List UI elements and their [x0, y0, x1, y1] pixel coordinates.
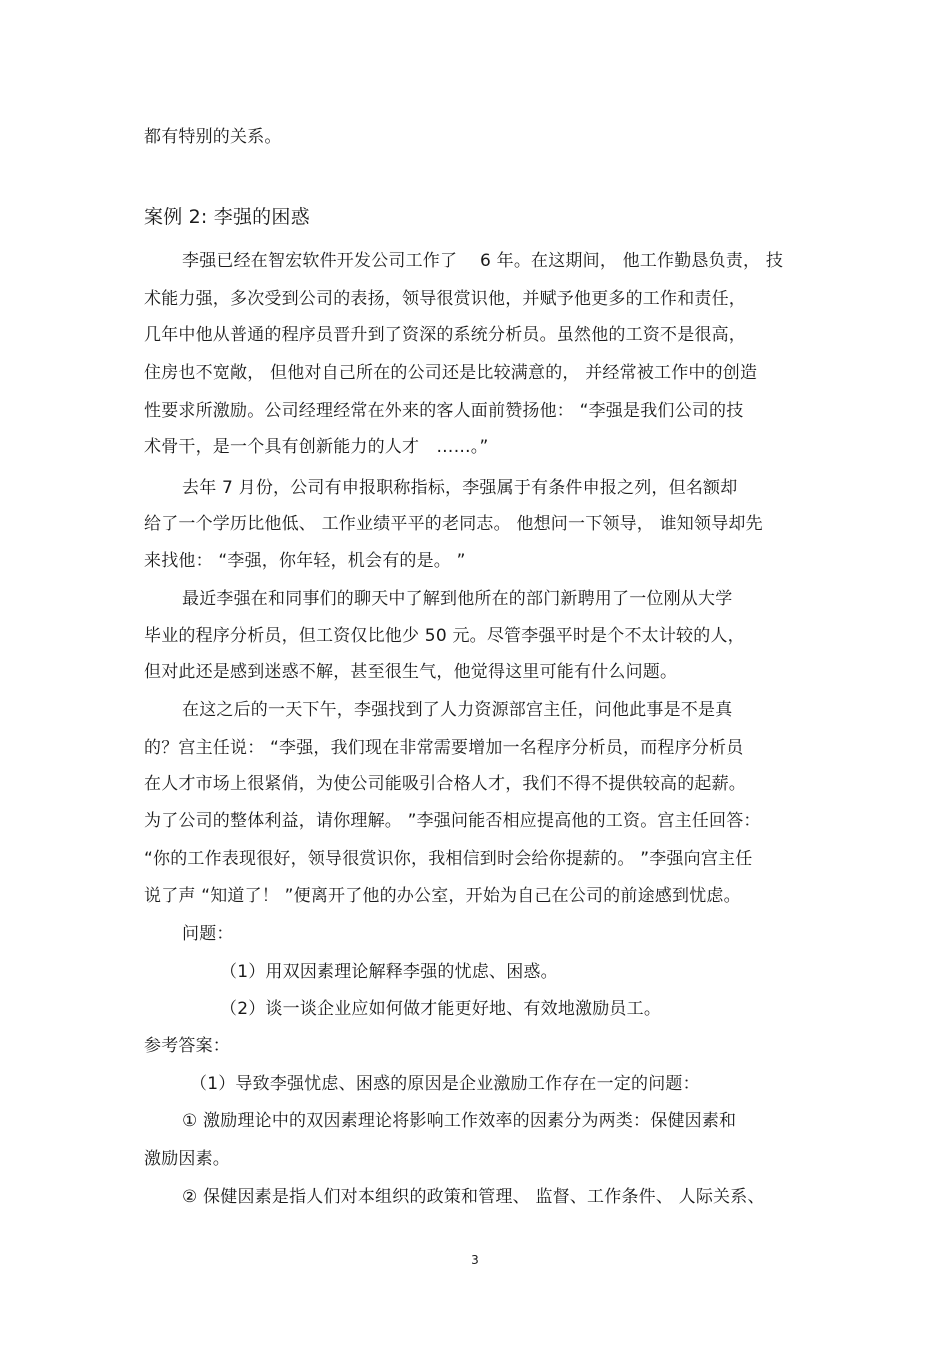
text-line: 李强已经在智宏软件开发公司工作了 6 年。在这期间， 他工作勤恳负责， 技	[182, 251, 784, 271]
text-line: “你的工作表现很好，领导很赏识你，我相信到时会给你提薪的。 ”李强向宫主任	[144, 849, 753, 869]
questions-label: 问题：	[182, 924, 234, 944]
text-line: 术能力强，多次受到公司的表扬，领导很赏识他，并赋予他更多的工作和责任，	[144, 289, 746, 309]
case-title: 案例 2: 李强的困惑	[144, 206, 310, 228]
text-line: 毕业的程序分析员，但工资仅比他少 50 元。尽管李强平时是个不太计较的人，	[144, 626, 745, 646]
question-1: （1）用双因素理论解释李强的忧虑、困惑。	[220, 962, 558, 982]
text-line: 性要求所激励。公司经理经常在外来的客人面前赞扬他： “李强是我们公司的技	[144, 401, 744, 421]
answer-label: 参考答案：	[144, 1036, 230, 1056]
answer-point-1: ① 激励理论中的双因素理论将影响工作效率的因素分为两类：保健因素和	[182, 1111, 737, 1131]
text-line: 住房也不宽敞， 但他对自己所在的公司还是比较满意的， 并经常被工作中的创造	[144, 363, 758, 383]
text-line: 的？宫主任说： “李强，我们现在非常需要增加一名程序分析员，而程序分析员	[144, 738, 744, 758]
text-line: 为了公司的整体利益，请你理解。 ”李强问能否相应提高他的工资。宫主任回答：	[144, 811, 761, 831]
text-line: 术骨干，是一个具有创新能力的人才 ……。”	[144, 437, 489, 457]
text-line: 去年 7 月份，公司有申报职称指标，李强属于有条件申报之列，但名额却	[182, 478, 738, 498]
text-line: 最近李强在和同事们的聊天中了解到他所在的部门新聘用了一位刚从大学	[182, 589, 733, 609]
text-line: 说了声 “知道了！ ”便离开了他的办公室，开始为自己在公司的前途感到忧虑。	[144, 886, 741, 906]
page-number: 3	[471, 1253, 479, 1267]
text-line: 在人才市场上很紧俏，为使公司能吸引合格人才，我们不得不提供较高的起薪。	[144, 774, 746, 794]
answer-intro: （1）导致李强忧虑、困惑的原因是企业激励工作存在一定的问题：	[190, 1074, 700, 1094]
answer-point-1-cont: 激励因素。	[144, 1149, 230, 1169]
text-line: 给了一个学历比他低、 工作业绩平平的老同志。 他想问一下领导， 谁知领导却先	[144, 514, 763, 534]
text-line: 但对此还是感到迷惑不解，甚至很生气，他觉得这里可能有什么问题。	[144, 662, 678, 682]
carryover-line: 都有特别的关系。	[144, 127, 282, 147]
question-2: （2）谈一谈企业应如何做才能更好地、有效地激励员工。	[220, 999, 662, 1019]
text-line: 来找他： “李强，你年轻，机会有的是。 ”	[144, 551, 466, 571]
text-line: 在这之后的一天下午，李强找到了人力资源部宫主任，问他此事是不是真	[182, 700, 733, 720]
text-line: 几年中他从普通的程序员晋升到了资深的系统分析员。虽然他的工资不是很高，	[144, 325, 746, 345]
answer-point-2: ② 保健因素是指人们对本组织的政策和管理、 监督、工作条件、 人际关系、	[182, 1187, 765, 1207]
